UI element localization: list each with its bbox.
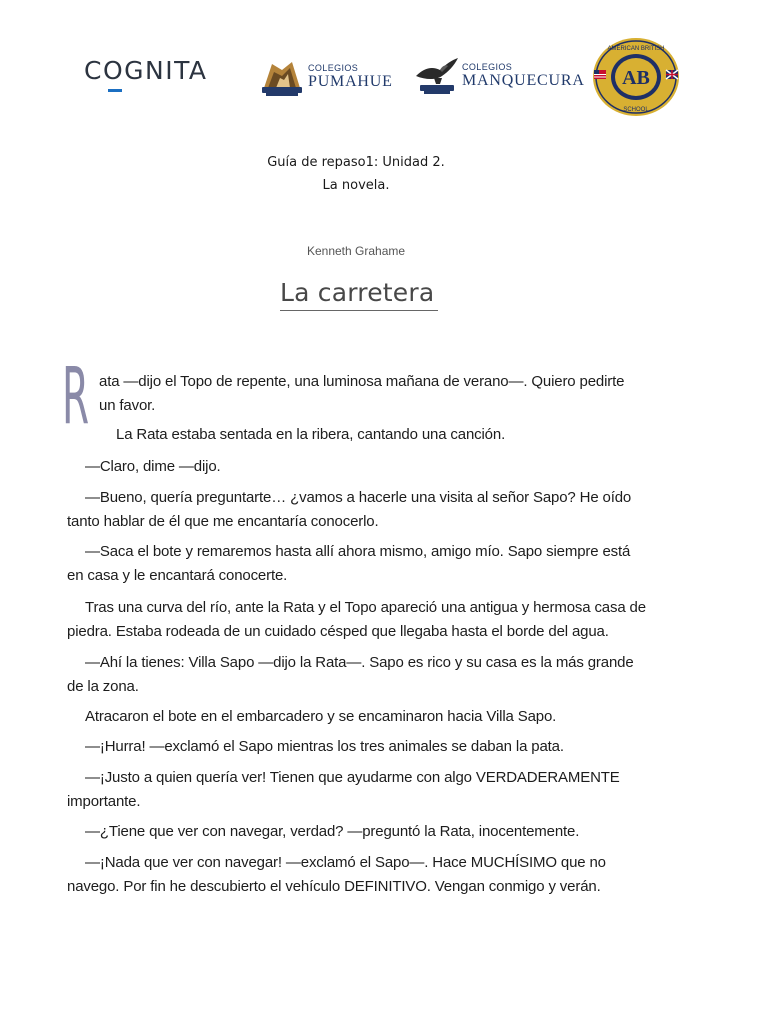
cognita-logo: COGNITA <box>84 56 208 85</box>
american-british-school-seal <box>592 37 680 117</box>
paragraph: —¿Tiene que ver con navegar, verdad? —preguntó la Rata, inocentemente. <box>85 823 580 840</box>
pumahue-logo <box>258 56 393 98</box>
paragraph: Tras una curva del río, ante la Rata y el Topo apareció una antigua y hermosa casa de piedra. Estaba rodeada de un cuidado césped que llegaba hasta el borde del agua. <box>67 599 646 640</box>
paragraph: —¡Nada que ver con navegar! —exclamó el Sapo—. Hace MUCHÍSIMO que no navego. Por fin he descubierto el vehículo DEFINITIVO. Vengan conmigo y verán. <box>67 854 606 895</box>
paragraph: La Rata estaba sentada en la ribera, cantando una canción. <box>116 426 506 443</box>
manquecura-logo-top: COLEGIOS <box>462 62 513 72</box>
paragraph: —Bueno, quería preguntarte… ¿vamos a hacerle una visita al señor Sapo? He oído tanto hablar de él que me encantaría conocerlo. <box>67 489 632 530</box>
author-name: Kenneth Grahame <box>306 244 406 258</box>
paragraph: —Ahí la tienes: Villa Sapo —dijo la Rata—. Sapo es rico y su casa es la más grande de la zona. <box>67 654 634 695</box>
paragraph: —Claro, dime —dijo. <box>85 458 221 475</box>
guide-title: Guía de repaso1: Unidad 2. <box>267 155 445 170</box>
title-underline <box>280 310 438 311</box>
seal-initials: AB <box>622 67 650 89</box>
seal-top-text: AMERICAN BRITISH <box>607 46 665 52</box>
paragraph: —Saca el bote y remaremos hasta allí ahora mismo, amigo mío. Sapo siempre está en casa y le encantará conocerte. <box>67 543 631 584</box>
pumahue-logo-bottom: PUMAHUE <box>308 73 393 90</box>
paragraph: —¡Justo a quien quería ver! Tienen que ayudarme con algo VERDADERAMENTE importante. <box>67 769 620 810</box>
condor-emblem-icon <box>414 54 460 98</box>
drop-cap: R <box>62 352 90 442</box>
manquecura-logo-bottom: MANQUECURA <box>462 72 585 89</box>
pumahue-emblem-icon <box>258 56 306 98</box>
guide-subtitle: La novela. <box>322 178 390 193</box>
seal-bottom-text: SCHOOL <box>623 107 649 113</box>
paragraph: ata —dijo el Topo de repente, una luminosa mañana de verano—. Quiero pedirte un favor. <box>99 373 625 414</box>
cognita-logo-accent <box>108 89 122 92</box>
paragraph: Atracaron el bote en el embarcadero y se encaminaron hacia Villa Sapo. <box>85 708 557 725</box>
manquecura-logo <box>414 54 585 98</box>
paragraph: —¡Hurra! —exclamó el Sapo mientras los tres animales se daban la pata. <box>85 738 564 755</box>
pumahue-logo-top: COLEGIOS <box>308 63 359 73</box>
header-logos <box>0 0 768 130</box>
story-title: La carretera <box>280 278 435 307</box>
